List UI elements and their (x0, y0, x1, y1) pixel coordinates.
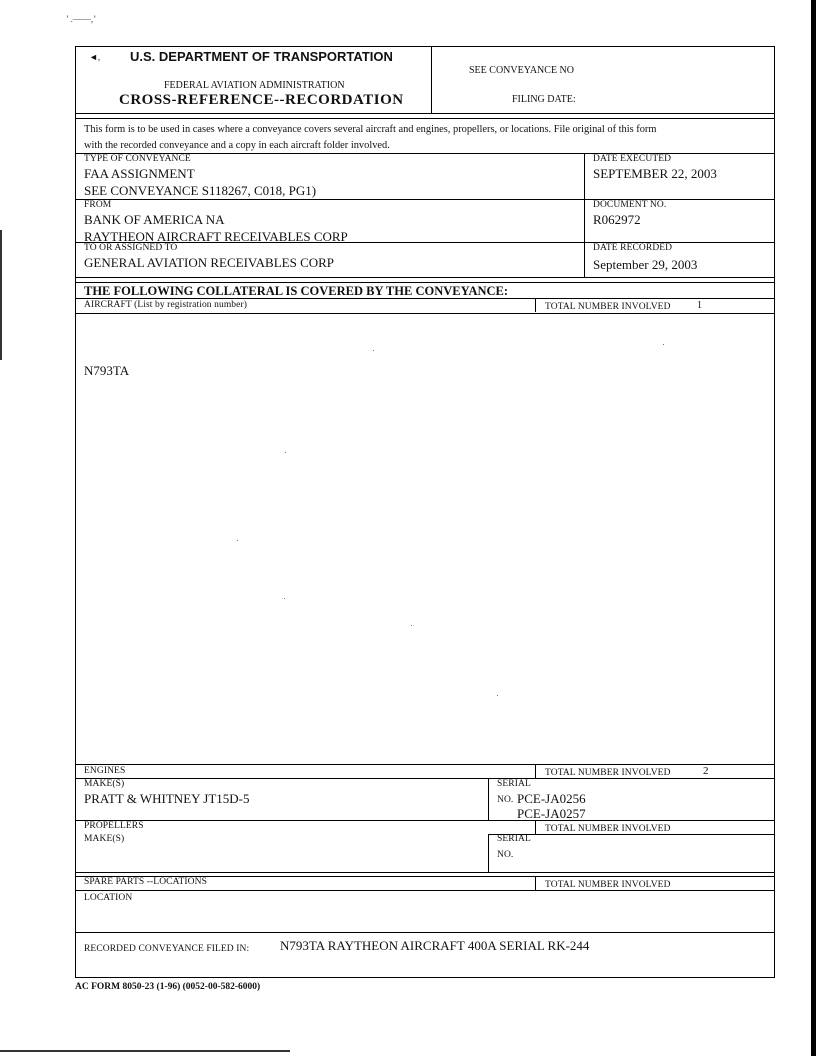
scan-speck (497, 695, 498, 696)
engine-serial-1: PCE-JA0256 (517, 791, 586, 806)
rule (75, 298, 775, 299)
aircraft-label: AIRCRAFT (List by registration number) (84, 300, 247, 310)
total-box-divider (535, 764, 536, 778)
aircraft-registration: N793TA (84, 363, 130, 378)
scan-speck (373, 350, 374, 351)
scan-mark-top: ’ .——,’ (66, 14, 97, 24)
rule (75, 820, 775, 821)
rule (75, 118, 775, 119)
right-edge-bar (811, 0, 816, 1056)
instructions-line-2: with the recorded conveyance and a copy in each aircraft folder involved. (84, 140, 390, 151)
total-box-divider (535, 876, 536, 890)
date-executed-value: SEPTEMBER 22, 2003 (593, 166, 717, 181)
aircraft-total-value: 1 (697, 300, 703, 311)
scan-speck (663, 344, 664, 345)
date-executed-label: DATE EXECUTED (593, 154, 672, 164)
serial-divider (488, 778, 489, 820)
rule (75, 764, 775, 765)
propellers-total-label: TOTAL NUMBER INVOLVED (545, 824, 671, 834)
rule (75, 313, 775, 314)
rule (75, 778, 775, 779)
from-party-2: RAYTHEON AIRCRAFT RECEIVABLES CORP (84, 229, 348, 244)
propellers-make-label: MAKE(S) (84, 834, 125, 844)
rule (488, 834, 775, 835)
header-divider (431, 46, 432, 113)
engines-serial-label: SERIAL (497, 779, 531, 789)
recorded-value: N793TA RAYTHEON AIRCRAFT 400A SERIAL RK-244 (280, 938, 590, 953)
left-edge-bar (0, 230, 2, 360)
total-box-divider (535, 298, 536, 312)
rule (75, 282, 775, 283)
serial-divider (488, 834, 489, 872)
spare-parts-total-label: TOTAL NUMBER INVOLVED (545, 880, 671, 890)
propellers-label: PROPELLERS (84, 821, 144, 831)
propellers-no-label: NO. (497, 850, 514, 860)
total-box-divider (535, 820, 536, 834)
conveyance-type: FAA ASSIGNMENT (84, 166, 195, 181)
rule (75, 277, 775, 278)
collateral-heading: THE FOLLOWING COLLATERAL IS COVERED BY THE CONVEYANCE: (84, 284, 509, 298)
document-no-label: DOCUMENT NO. (593, 200, 667, 210)
scan-speck (285, 452, 286, 453)
engines-make-label: MAKE(S) (84, 779, 125, 789)
to-label: TO OR ASSIGNED TO (84, 243, 178, 253)
rule (75, 113, 775, 114)
document-no-value: R062972 (593, 212, 641, 227)
rule (75, 932, 775, 933)
scan-speck (284, 598, 285, 599)
form-number: AC FORM 8050-23 (1-96) (0052-00-582-6000) (75, 982, 261, 992)
engines-total-value: 2 (703, 765, 709, 777)
rule (75, 199, 775, 200)
scan-speck (237, 540, 238, 541)
engine-serial-2: PCE-JA0257 (517, 806, 586, 821)
bottom-scan-line (0, 1050, 290, 1052)
date-recorded-value: September 29, 2003 (593, 257, 698, 272)
engines-no-label: NO. (497, 795, 514, 805)
to-party: GENERAL AVIATION RECEIVABLES CORP (84, 255, 335, 270)
scan-speck (411, 625, 412, 626)
aircraft-total-label: TOTAL NUMBER INVOLVED (545, 302, 671, 312)
rule (75, 890, 775, 891)
dot-logo-icon: ◄, (89, 52, 101, 62)
conveyance-reference: SEE CONVEYANCE S118267, C018, PG1) (84, 183, 317, 198)
recorded-label: RECORDED CONVEYANCE FILED IN: (84, 944, 250, 954)
form-title: CROSS-REFERENCE--RECORDATION (119, 92, 404, 108)
agency-name: FEDERAL AVIATION ADMINISTRATION (164, 80, 345, 91)
spare-parts-label: SPARE PARTS --LOCATIONS (84, 877, 207, 887)
right-column-divider (584, 153, 585, 277)
rule (75, 872, 775, 873)
department-name: U.S. DEPARTMENT OF TRANSPORTATION (130, 49, 393, 64)
see-conveyance-label: SEE CONVEYANCE NO (469, 65, 574, 76)
engines-total-label: TOTAL NUMBER INVOLVED (545, 768, 671, 778)
filing-date-label: FILING DATE: (512, 94, 576, 105)
type-of-conveyance-label: TYPE OF CONVEYANCE (84, 154, 191, 164)
engines-label: ENGINES (84, 766, 126, 776)
propellers-serial-label: SERIAL (497, 834, 531, 844)
location-label: LOCATION (84, 893, 133, 903)
instructions-line-1: This form is to be used in cases where a conveyance covers several aircraft and engines, propellers, or locations. File original of this form (84, 124, 657, 135)
from-label: FROM (84, 200, 112, 210)
from-party-1: BANK OF AMERICA NA (84, 212, 225, 227)
engines-make-value: PRATT & WHITNEY JT15D-5 (84, 791, 250, 806)
date-recorded-label: DATE RECORDED (593, 243, 673, 253)
